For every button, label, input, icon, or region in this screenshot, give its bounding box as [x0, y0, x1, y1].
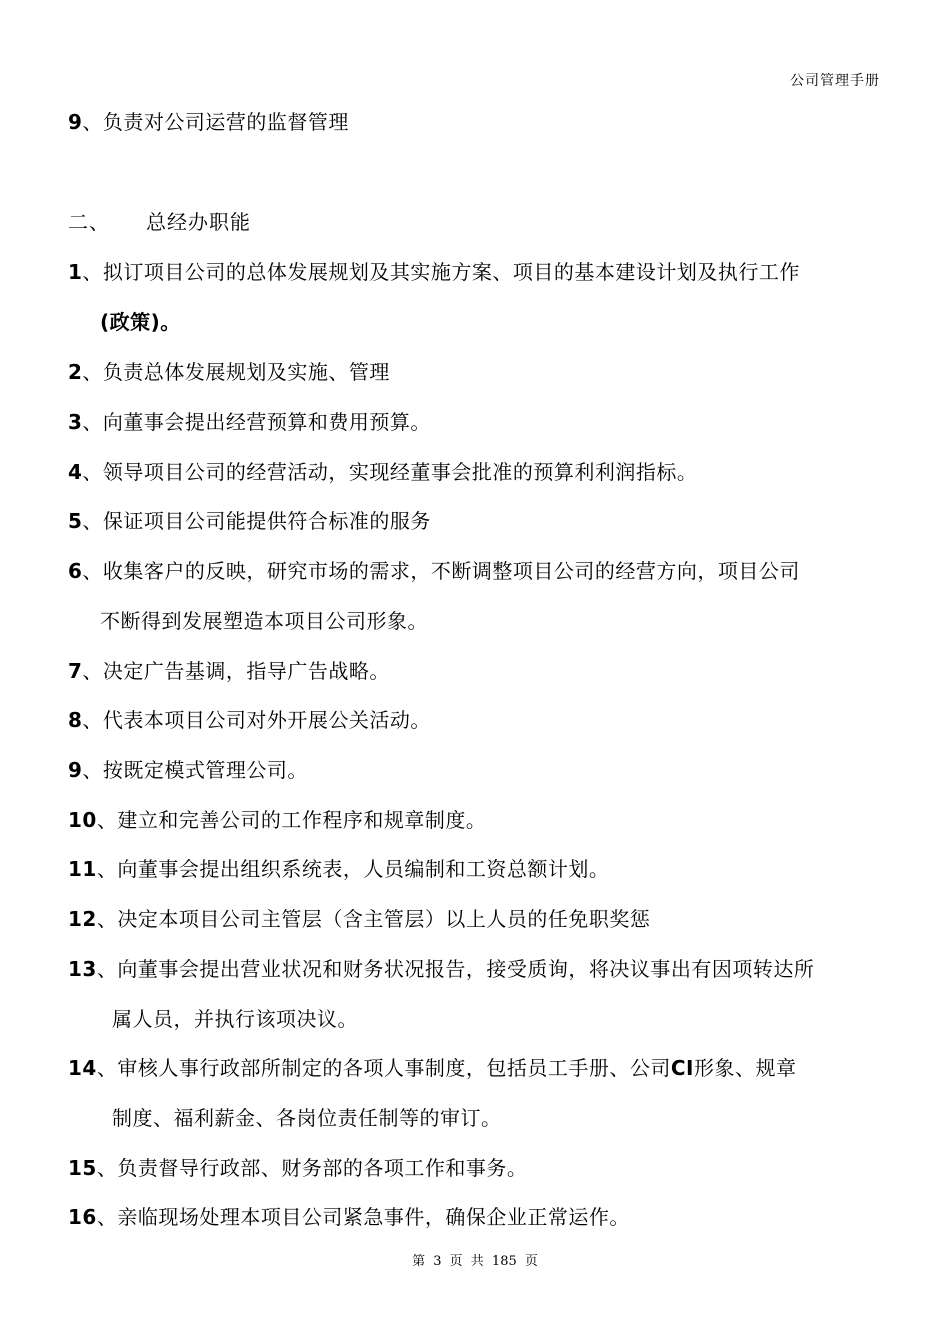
- item-text: 、审核人事行政部所制定的各项人事制度，包括员工手册、公司: [96, 1056, 671, 1080]
- item-text: 、亲临现场处理本项目公司紧急事件，确保企业正常运作。: [96, 1205, 630, 1229]
- page-footer: 第 3 页 共 185 页: [412, 1254, 538, 1269]
- section-number: 二、: [68, 210, 110, 234]
- item-number: 5: [68, 509, 83, 533]
- item-continuation: 不断得到发展塑造本项目公司形象。: [100, 609, 428, 633]
- item-text: 、拟订项目公司的总体发展规划及其实施方案、项目的基本建设计划及执行工作: [82, 260, 800, 284]
- item-number: 2: [68, 360, 83, 384]
- item-text: 、按既定模式管理公司。: [82, 758, 308, 782]
- list-item: [68, 956, 814, 982]
- item-text: 、负责总体发展规划及实施、管理: [82, 360, 390, 384]
- item-number: 3: [68, 410, 83, 434]
- item-number: 12: [68, 907, 97, 931]
- item-continuation: 属人员，并执行该项决议。: [112, 1007, 358, 1031]
- item-text: 形象、规章: [693, 1056, 797, 1080]
- page-header: 公司管理手册: [790, 73, 880, 89]
- section-title: 总经办职能: [146, 210, 251, 234]
- list-item: [68, 807, 486, 833]
- item-text: 、负责督导行政部、财务部的各项工作和事务。: [96, 1156, 528, 1180]
- item-number: 1: [68, 260, 83, 284]
- item-number: 6: [68, 559, 83, 583]
- list-item: [68, 757, 308, 783]
- item-number: 9: [68, 758, 83, 782]
- item-number: 11: [68, 857, 97, 881]
- list-item: [68, 109, 349, 135]
- item-text: 、保证项目公司能提供符合标准的服务: [82, 509, 431, 533]
- item-text: 、建立和完善公司的工作程序和规章制度。: [96, 808, 487, 832]
- item-number: 7: [68, 659, 83, 683]
- list-item: [68, 558, 800, 584]
- list-item: [68, 1155, 527, 1181]
- item-number: 9: [68, 110, 83, 134]
- list-item: [68, 259, 800, 285]
- item-text: 、决定广告基调，指导广告战略。: [82, 659, 390, 683]
- item-number: 10: [68, 808, 97, 832]
- list-item: [68, 906, 650, 932]
- item-number: 13: [68, 957, 97, 981]
- list-item: [68, 1204, 630, 1230]
- list-item: [68, 1055, 796, 1081]
- item-text: 、代表本项目公司对外开展公关活动。: [82, 708, 431, 732]
- item-text: 、向董事会提出营业状况和财务状况报告，接受质询，将决议事出有因项转达所: [96, 957, 815, 981]
- item-number: 8: [68, 708, 83, 732]
- item-text-emphasis: CI: [670, 1056, 694, 1080]
- item-text: 、领导项目公司的经营活动，实现经董事会批准的预算利利润指标。: [82, 460, 698, 484]
- item-text: 、负责对公司运营的监督管理: [82, 110, 349, 134]
- list-item: [68, 459, 697, 485]
- item-text: 、向董事会提出经营预算和费用预算。: [82, 410, 431, 434]
- item-number: 4: [68, 460, 83, 484]
- item-number: 16: [68, 1205, 97, 1229]
- item-number: 15: [68, 1156, 97, 1180]
- list-item: [68, 359, 390, 385]
- item-text: 、收集客户的反映，研究市场的需求，不断调整项目公司的经营方向，项目公司: [82, 559, 800, 583]
- item-number: 14: [68, 1056, 97, 1080]
- item-text: 、决定本项目公司主管层（含主管层）以上人员的任免职奖惩: [96, 907, 651, 931]
- list-item: [68, 856, 609, 882]
- item-continuation: (政策)。: [100, 310, 181, 334]
- list-item: [68, 707, 431, 733]
- section-heading: [68, 209, 251, 235]
- list-item: [68, 409, 431, 435]
- list-item: [68, 508, 431, 534]
- item-text: 、向董事会提出组织系统表，人员编制和工资总额计划。: [96, 857, 610, 881]
- list-item: [68, 658, 390, 684]
- item-continuation: 制度、福利薪金、各岗位责任制等的审订。: [112, 1106, 502, 1130]
